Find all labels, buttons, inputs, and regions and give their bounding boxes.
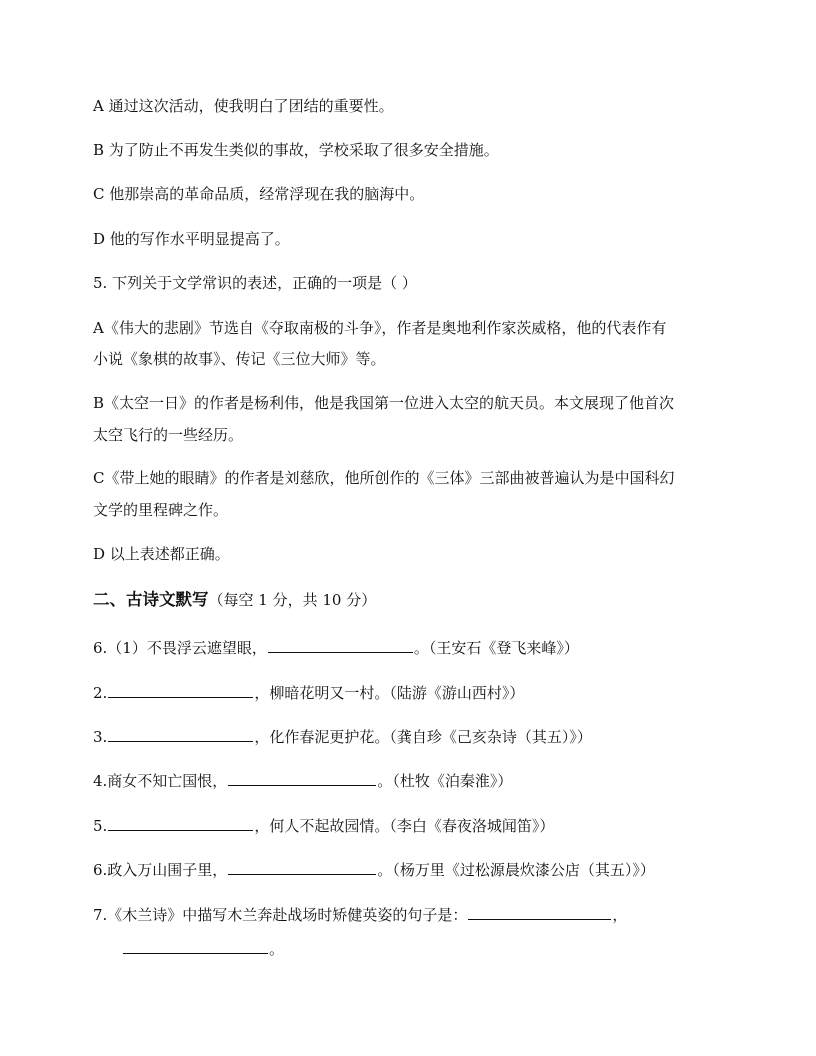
q7-stem-text: 7.《木兰诗》中描写木兰奔赴战场时矫健英姿的句子是： xyxy=(93,906,468,924)
question-5-stem: 5. 下列关于文学常识的表述，正确的一项是（ ） xyxy=(93,274,417,292)
option-5a-line2: 小说《象棋的故事》、传记《三位大师》等。 xyxy=(93,350,386,368)
q7-comma: ， xyxy=(612,906,628,924)
q6-p4-suffix: 。（杜牧《泊秦淮》） xyxy=(377,772,513,790)
answer-blank-6-5[interactable] xyxy=(108,816,253,831)
answer-blank-6-3[interactable] xyxy=(108,727,253,742)
question-7-stem xyxy=(93,905,627,925)
q6-p2-suffix: ，柳暗花明又一村。（陆游《游山西村》） xyxy=(254,684,525,702)
q6-p6-suffix: 。（杨万里《过松源晨炊漆公店（其五）》） xyxy=(377,861,655,879)
option-5c-line1: C《带上她的眼睛》的作者是刘慈欣，他所创作的《三体》三部曲被普遍认为是中国科幻 xyxy=(93,469,675,487)
answer-blank-6-4[interactable] xyxy=(228,771,376,786)
option-4d: D 他的写作水平明显提高了。 xyxy=(93,230,290,248)
option-4b: B 为了防止不再发生类似的事故，学校采取了很多安全措施。 xyxy=(93,141,499,159)
option-5b-line1: B《太空一日》的作者是杨利伟，他是我国第一位进入太空的航天员。本文展现了他首次 xyxy=(93,394,675,412)
option-5b-line2: 太空飞行的一些经历。 xyxy=(93,426,244,444)
option-5c-line2: 文学的里程碑之作。 xyxy=(93,501,229,519)
answer-blank-6-2[interactable] xyxy=(108,683,253,698)
question-6-part-6 xyxy=(93,860,655,880)
q6-p1-suffix: 。（王安石《登飞来峰》） xyxy=(413,639,579,657)
q6-p3-prefix: 3. xyxy=(93,728,108,746)
question-6-part-4 xyxy=(93,771,512,791)
q6-p3-suffix: ，化作春泥更护花。（龚自珍《己亥杂诗（其五）》） xyxy=(254,728,592,746)
question-7-continuation xyxy=(122,939,284,959)
section-2-points: （每空 1 分，共 10 分） xyxy=(208,591,377,609)
question-6-part-1 xyxy=(93,638,579,658)
q7-end: 。 xyxy=(269,940,285,958)
question-6-part-3 xyxy=(93,727,592,747)
section-2-title: 二、古诗文默写 xyxy=(93,590,209,609)
answer-blank-6-6[interactable] xyxy=(228,860,376,875)
q6-p6-prefix: 6.政入万山围子里， xyxy=(93,861,228,879)
option-5d: D 以上表述都正确。 xyxy=(93,545,230,563)
answer-blank-6-1[interactable] xyxy=(268,638,413,653)
q6-p5-suffix: ，何人不起故园情。（李白《春夜洛城闻笛》） xyxy=(254,817,555,835)
answer-blank-7-1[interactable] xyxy=(468,905,611,920)
section-2-heading xyxy=(93,590,376,610)
q6-p1-prefix: 6.（1）不畏浮云遮望眼， xyxy=(93,639,267,657)
question-6-part-5 xyxy=(93,816,554,836)
option-5a-line1: A《伟大的悲剧》节选自《夺取南极的斗争》，作者是奥地利作家茨威格，他的代表作有 xyxy=(93,319,667,337)
q6-p5-prefix: 5. xyxy=(93,817,108,835)
option-4c: C 他那崇高的革命品质，经常浮现在我的脑海中。 xyxy=(93,185,425,203)
option-4a: A 通过这次活动，使我明白了团结的重要性。 xyxy=(93,97,394,115)
question-6-part-2 xyxy=(93,683,524,703)
q6-p2-prefix: 2. xyxy=(93,684,108,702)
q6-p4-prefix: 4.商女不知亡国恨， xyxy=(93,772,228,790)
answer-blank-7-2[interactable] xyxy=(123,939,268,954)
